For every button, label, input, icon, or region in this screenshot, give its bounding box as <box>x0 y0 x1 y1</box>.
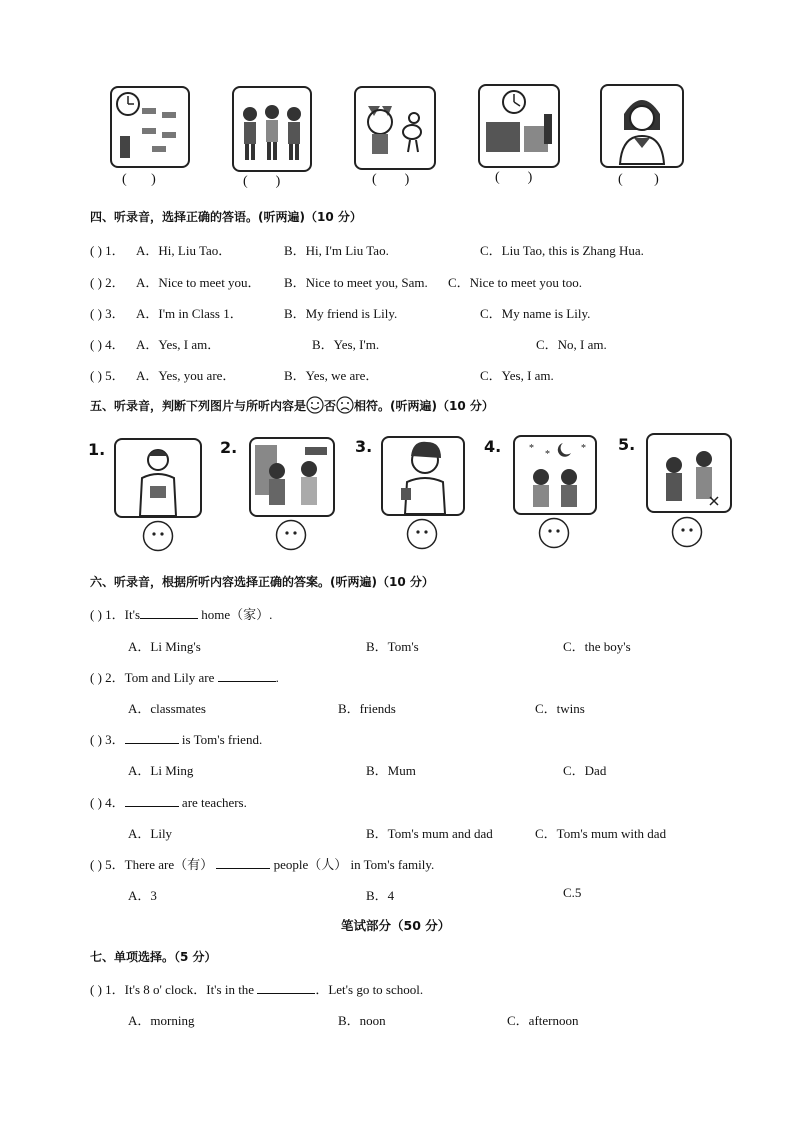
s4-q5-option-c[interactable]: C．Yes, I am. <box>480 368 554 383</box>
paren-close: ) <box>151 172 156 187</box>
paren-close: ) <box>275 174 281 189</box>
s6-q4-pre: ( ) 4． <box>90 795 125 810</box>
paren-open: ( <box>372 172 377 187</box>
s5-picture-2 <box>249 437 335 517</box>
top-paren-5[interactable] <box>618 172 659 188</box>
s6-q5-pre: ( ) 5．There are（有） <box>90 857 214 872</box>
s7-q1 <box>90 979 423 998</box>
girl-portrait-picture <box>602 86 682 166</box>
cat-and-mouse-picture <box>356 88 434 168</box>
written-part-title: 笔试部分（50 分） <box>341 918 451 933</box>
paren-close: ) <box>404 172 410 187</box>
top-paren-2[interactable] <box>243 174 280 190</box>
s6-q5-option-c[interactable]: C.5 <box>563 885 582 900</box>
s4-q4-option-c[interactable]: C．No, I am. <box>536 337 607 352</box>
s6-q5-option-a[interactable]: A．3 <box>128 888 157 903</box>
s5-face-4[interactable] <box>538 517 570 549</box>
s6-q2-pre: ( ) 2．Tom and Lily are <box>90 670 215 685</box>
s4-q3-option-c[interactable]: C．My name is Lily. <box>480 306 591 321</box>
s7-q1-option-c[interactable]: C．afternoon <box>507 1013 579 1028</box>
svg-text:*: * <box>545 449 550 460</box>
top-picture-1 <box>110 86 190 168</box>
s4-q5-option-b[interactable]: B．Yes, we are． <box>284 368 379 383</box>
answer-blank[interactable] <box>257 983 315 994</box>
s5-face-5[interactable] <box>671 516 703 548</box>
boy-standing-picture <box>116 440 200 516</box>
s5-picture-1 <box>114 438 202 518</box>
s4-q5-prefix: ( ) 5． <box>90 368 125 383</box>
s6-q1-pre: ( ) 1．It's <box>90 607 141 622</box>
s4-q3-prefix: ( ) 3． <box>90 306 125 321</box>
night-children-picture <box>515 437 595 513</box>
s5-number-5: 5. <box>618 435 636 454</box>
smile-face-icon <box>306 396 324 414</box>
s6-q4-option-b[interactable]: B．Tom's mum and dad <box>366 826 493 841</box>
boy-thumbs-up-picture <box>383 438 463 514</box>
s4-q1-option-b[interactable]: B．Hi, I'm Liu Tao. <box>284 243 389 258</box>
top-paren-1[interactable] <box>122 172 156 188</box>
answer-blank[interactable] <box>218 671 276 682</box>
s4-q2-option-c[interactable]: C．Nice to meet you too. <box>448 275 582 290</box>
s6-q4 <box>90 792 247 811</box>
s5-number-4: 4. <box>484 437 502 456</box>
blank-face-icon <box>538 517 570 549</box>
paren-open: ( <box>122 172 127 187</box>
s6-q3-pre: ( ) 3． <box>90 732 125 747</box>
top-picture-4 <box>478 84 560 168</box>
s4-q1-option-a[interactable]: A．Hi, Liu Tao． <box>136 243 232 258</box>
s6-q1-option-b[interactable]: B．Tom's <box>366 639 419 654</box>
top-picture-5 <box>600 84 684 168</box>
s6-q2 <box>90 667 279 686</box>
s6-q3-option-c[interactable]: C．Dad <box>563 763 607 778</box>
s6-q5-post: people（人） in Tom's family. <box>273 857 435 872</box>
s5-number-3: 3. <box>355 437 373 456</box>
svg-text:*: * <box>529 443 534 454</box>
svg-text:*: * <box>581 443 586 454</box>
classroom-clock-picture <box>112 88 188 166</box>
blank-face-icon <box>671 516 703 548</box>
s6-q2-option-b[interactable]: B．friends <box>338 701 396 716</box>
s6-q5 <box>90 854 434 873</box>
answer-blank[interactable] <box>125 796 179 807</box>
s6-q1-post: home（家）. <box>201 607 273 622</box>
s6-q1 <box>90 604 272 623</box>
s6-q3-post: is Tom's friend. <box>181 732 263 747</box>
three-children-picture <box>234 88 310 170</box>
s6-q4-option-c[interactable]: C．Tom's mum with dad <box>535 826 667 841</box>
section-6-header: 六、听录音，根据所听内容选择正确的答案。(听两遍)（10 分） <box>90 575 434 589</box>
s4-q4-option-a[interactable]: A．Yes, I am． <box>136 337 221 352</box>
s5-number-1: 1. <box>88 440 106 459</box>
s6-q2-post: . <box>275 670 279 685</box>
sad-face-icon <box>336 396 354 414</box>
s6-q5-option-b[interactable]: B．4 <box>366 888 395 903</box>
s5-picture-5 <box>646 433 732 513</box>
section-5-header-post: 相符。(听两遍)（10 分） <box>354 399 494 413</box>
section-4-header: 四、听录音，选择正确的答语。(听两遍)（10 分） <box>90 210 362 224</box>
s6-q2-option-a[interactable]: A．classmates <box>128 701 206 716</box>
classroom-class-picture <box>480 86 558 166</box>
top-picture-2 <box>232 86 312 172</box>
s5-picture-4 <box>513 435 597 515</box>
top-paren-3[interactable] <box>372 172 409 188</box>
s5-number-2: 2. <box>220 438 238 457</box>
top-paren-4[interactable] <box>495 170 532 186</box>
s7-q1-option-b[interactable]: B．noon <box>338 1013 386 1028</box>
blank-face-icon <box>142 520 174 552</box>
s6-q2-option-c[interactable]: C．twins <box>535 701 585 716</box>
s4-q5-option-a[interactable]: A．Yes, you are． <box>136 368 236 383</box>
section-7-header: 七、单项选择。（5 分） <box>90 950 217 964</box>
s6-q1-option-c[interactable]: C．the boy's <box>563 639 631 654</box>
s6-q3-option-b[interactable]: B．Mum <box>366 763 416 778</box>
answer-blank[interactable] <box>125 733 179 744</box>
s4-q3-option-b[interactable]: B．My friend is Lily. <box>284 306 398 321</box>
s7-q1-post: ．Let's go to school. <box>315 982 424 997</box>
paren-open: ( <box>243 174 248 189</box>
s5-face-2[interactable] <box>275 519 307 551</box>
section-5-header-pre: 五、听录音，判断下列图片与所听内容是 <box>90 399 307 413</box>
s4-q1-option-c[interactable]: C．Liu Tao, this is Zhang Hua. <box>480 243 644 258</box>
s4-q4-option-b[interactable]: B．Yes, I'm. <box>312 337 380 352</box>
two-boys-cross-picture <box>648 435 730 511</box>
paren-close: ) <box>654 172 659 187</box>
paren-open: ( <box>618 172 623 187</box>
answer-blank[interactable] <box>216 858 270 869</box>
paren-close: ) <box>527 170 533 185</box>
s6-q3 <box>90 729 262 748</box>
s7-q1-pre: ( ) 1．It's 8 o' clock．It's in the <box>90 982 255 997</box>
paren-open: ( <box>495 170 500 185</box>
blank-face-icon <box>406 518 438 550</box>
s6-q3-option-a[interactable]: A．Li Ming <box>128 763 194 778</box>
s4-q1-prefix: ( ) 1． <box>90 243 125 258</box>
s4-q2-option-a[interactable]: A．Nice to meet you． <box>136 275 261 290</box>
section-5-header-mid: 否 <box>324 399 337 413</box>
two-girls-picture <box>251 439 333 515</box>
s7-q1-option-a[interactable]: A．morning <box>128 1013 195 1028</box>
s4-q2-option-b[interactable]: B．Nice to meet you, Sam. <box>284 275 428 290</box>
s5-picture-3 <box>381 436 465 516</box>
top-picture-3 <box>354 86 436 170</box>
s5-face-3[interactable] <box>406 518 438 550</box>
s5-face-1[interactable] <box>142 520 174 552</box>
s4-q3-option-a[interactable]: A．I'm in Class 1． <box>136 306 243 321</box>
s4-q2-prefix: ( ) 2． <box>90 275 125 290</box>
section-5-header <box>90 396 494 414</box>
answer-blank[interactable] <box>140 608 198 619</box>
s6-q4-post: are teachers. <box>181 795 247 810</box>
s6-q4-option-a[interactable]: A．Lily <box>128 826 173 841</box>
blank-face-icon <box>275 519 307 551</box>
s4-q4-prefix: ( ) 4． <box>90 337 125 352</box>
s6-q1-option-a[interactable]: A．Li Ming's <box>128 639 201 654</box>
